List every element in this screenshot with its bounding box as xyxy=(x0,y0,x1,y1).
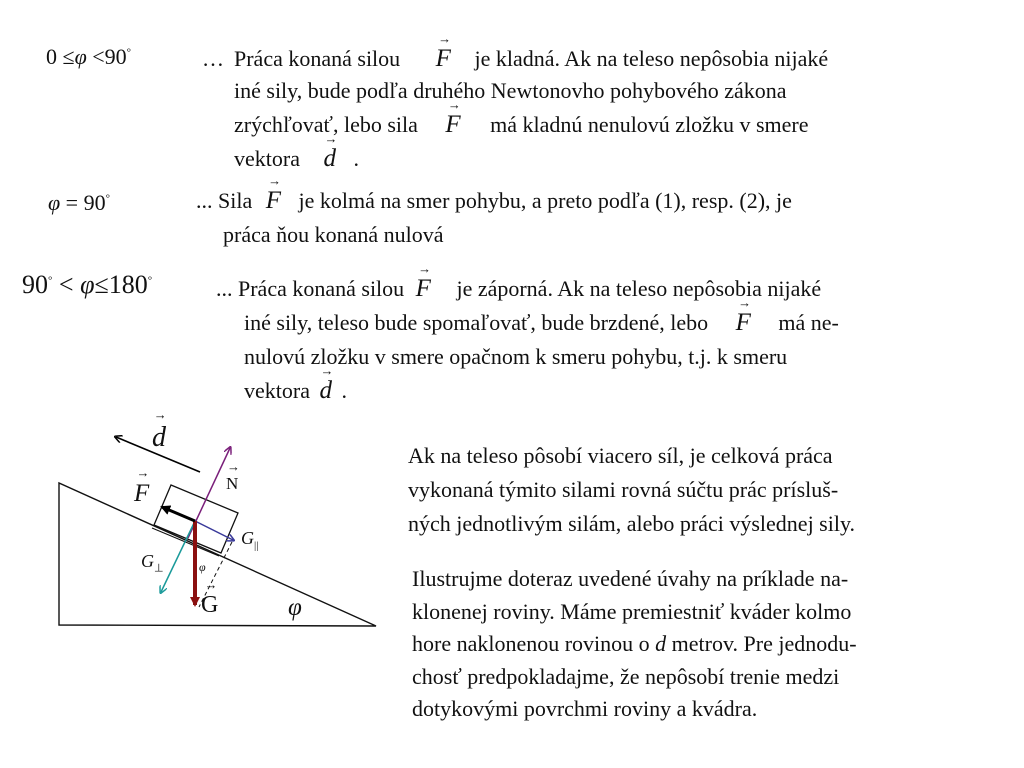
vector-n: → N xyxy=(226,474,238,494)
g-parallel-arrow xyxy=(195,521,233,540)
degree-symbol: ° xyxy=(147,274,153,287)
text-span: . xyxy=(341,378,347,403)
ellipsis: ... xyxy=(216,276,233,301)
degree-symbol: ° xyxy=(48,274,53,287)
label-f xyxy=(134,480,149,508)
formula-term: 90 xyxy=(22,270,48,299)
formula-operator: < xyxy=(92,44,105,69)
text-span: nulovú zložku v smere opačnom k smeru pohybu, t.j. k smeru xyxy=(244,344,788,369)
paragraph-line xyxy=(412,628,857,661)
vector-f: → F xyxy=(134,480,149,508)
text-span: je kladná. Ak na teleso nepôsobia nijaké xyxy=(474,46,829,71)
text-span: iné sily, teleso bude spomaľovať, bude brzdené, lebo xyxy=(244,310,709,335)
paragraph-line: Ak na teleso pôsobí viacero síl, je celková práca xyxy=(408,443,833,468)
text-span: má ne- xyxy=(778,310,839,335)
text-span: je kolmá na smer pohybu, a preto podľa (1), resp. (2), je xyxy=(298,188,792,213)
variable-d: d xyxy=(655,631,667,656)
formula-operator: ≤ xyxy=(94,270,109,299)
formula-operator: = xyxy=(65,190,79,215)
label-phi-angle: φ xyxy=(288,594,302,621)
ellipsis: ... xyxy=(196,188,213,213)
vector-f: → F xyxy=(736,310,751,336)
degree-symbol: ° xyxy=(105,192,110,205)
label-n xyxy=(226,474,238,494)
formula-operator: < xyxy=(58,270,74,299)
label-d xyxy=(152,422,166,454)
vector-d: → d xyxy=(152,422,166,454)
paragraph-line: vykonaná týmito silami rovná súčtu prác prísluš- xyxy=(408,477,839,502)
formula-variable: φ xyxy=(80,270,95,299)
paragraph-line: chosť predpokladajme, že nepôsobí trenie medzi xyxy=(412,663,840,689)
text-span: . xyxy=(353,146,359,171)
vector-d: → d xyxy=(323,146,336,172)
formula-term: 90 xyxy=(83,190,106,215)
g-perp-symbol: G xyxy=(141,551,154,571)
vector-f: → F xyxy=(436,46,451,72)
text-span: zrýchľovať, lebo sila xyxy=(234,112,418,137)
text-span: Práca konaná silou xyxy=(238,276,405,301)
label-phi-small: φ xyxy=(199,560,206,574)
vector-f: → F xyxy=(416,276,431,302)
formula-term: 90 xyxy=(104,44,127,69)
formula-operator: ≤ xyxy=(62,44,75,69)
text-span: Práca konaná silou xyxy=(234,46,401,71)
text-span: je záporná. Ak na teleso nepôsobia nijaké xyxy=(456,276,822,301)
paragraph-1 xyxy=(408,439,855,541)
formula-variable: φ xyxy=(48,190,61,215)
label-g xyxy=(201,592,218,619)
vector-f: → F xyxy=(266,188,281,214)
vector-f: → F xyxy=(445,112,460,138)
text-span: hore naklonenou rovinou o xyxy=(412,631,650,656)
label-g-perp xyxy=(141,551,164,575)
degree-symbol: ° xyxy=(126,46,132,59)
label-g-parallel xyxy=(241,528,258,552)
formula-variable: φ xyxy=(74,44,87,69)
paragraph-line: ných jednotlivým silám, alebo práci výslednej sily. xyxy=(408,511,856,536)
vector-g: → G xyxy=(201,592,218,619)
formula-term: 0 xyxy=(46,44,57,69)
text-span: vektora xyxy=(234,146,300,171)
g-parallel-symbol: G xyxy=(241,528,254,548)
vector-d: → d xyxy=(319,378,332,404)
formula-term: 180 xyxy=(108,270,148,299)
text-span: Sila xyxy=(218,188,253,213)
text-span: má kladnú nenulovú zložku v smere xyxy=(490,112,809,137)
paragraph-2 xyxy=(412,563,857,726)
g-parallel-subscript: || xyxy=(254,539,259,552)
paragraph-line: dotykovými povrchmi roviny a kvádra. xyxy=(412,696,758,721)
text-span: metrov. Pre jednodu- xyxy=(671,631,857,656)
paragraph-line: klonenej roviny. Máme premiestniť kváder kolmo xyxy=(412,598,852,624)
case1-ellipsis: … xyxy=(202,46,224,71)
text-span: iné sily, bude podľa druhého Newtonovho pohybového zákona xyxy=(234,78,787,103)
force-f-arrow xyxy=(162,507,195,521)
paragraph-line: Ilustrujme doteraz uvedené úvahy na príklade na- xyxy=(412,566,849,591)
text-span: práca ňou konaná nulová xyxy=(223,222,444,247)
text-span: vektora xyxy=(244,378,310,403)
g-perp-subscript: ⊥ xyxy=(154,562,164,575)
